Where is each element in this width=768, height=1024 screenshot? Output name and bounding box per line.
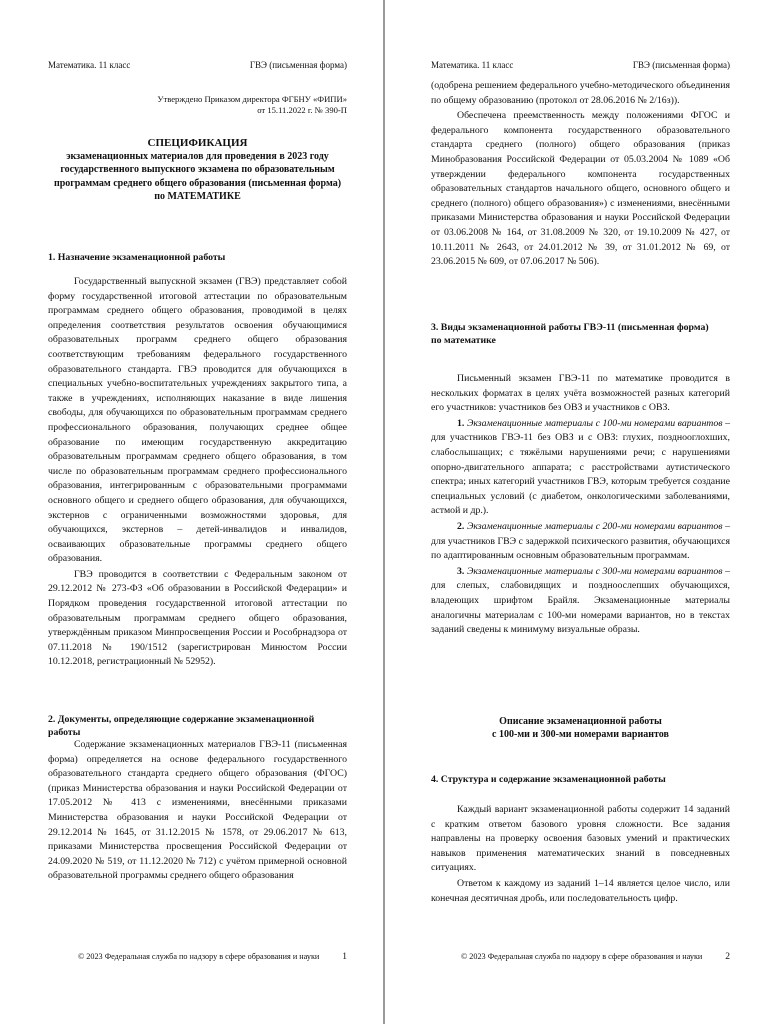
item-number: 1. [457, 417, 465, 429]
item-number: 3. [457, 565, 465, 577]
title-line: по МАТЕМАТИКЕ [154, 190, 241, 202]
section-heading: 1. Назначение экзаменационной работы [48, 252, 226, 263]
paragraph: Государственный выпускной экзамен (ГВЭ) представляет собой форму государственной итоговой аттестации по образовательным программам среднего общего образования, проводимой в целях определения соответствия результатов освоения обучающимися образовательных программ среднего общего образования соответствующим требованиям федерального государственного образовательного стандарта. ГВЭ проводится для обучающихся в специальных учебно-воспитательных учреждениях закрытого типа, а также в учреждениях, исполняющих наказание в виде лишения свободы, для обучающихся по образовательным программам среднего профессионального образования, получающих среднее общее образование по имеющим государственную аккредитацию образовательным программам среднего общего образования, в том числе по образовательным программам среднего профессионального образования, интегрированным с образовательными программами основного общего и среднего общего образования, для обучающихся, экстернов с ограниченными возможностями здоровья, для обучающихся, экстернов – детей-инвалидов и инвалидов, осваивающих образовательные программы среднего общего образования. [48, 276, 347, 565]
section-heading: 2. Документы, определяющие содержание экзаменационной работы [48, 714, 315, 738]
section-body [48, 738, 347, 884]
approval-line: от 15.11.2022 г. № 390-П [257, 105, 347, 115]
footer-copyright: © 2023 Федеральная служба по надзору в сфере образования и науки [78, 952, 320, 961]
heading-line: Описание экзаменационной работы [499, 716, 662, 727]
running-header [431, 60, 730, 70]
header-exam-form: ГВЭ (письменная форма) [249, 60, 347, 70]
page-number: 1 [342, 952, 347, 962]
paragraph: Каждый вариант экзаменационной работы содержит 14 заданий с кратким ответом базового уровня сложности. Все задания направлены на проверку освоения базовых умений и практических навыков применения математических знаний в повседневных ситуациях. [431, 804, 730, 874]
header-subject: Математика. 11 класс [431, 60, 514, 70]
section-heading [431, 322, 730, 347]
title-line: экзаменационных материалов для проведения в 2023 году [66, 151, 329, 163]
paragraph: Обеспечена преемственность между положениями ФГОС и федерального компонента государственного образовательного стандарта среднего (полного) общего образования (приказ Минобразования Российской Федерации от 05.03.2004 № 1089 «Об утверждении федерального компонента государственных образовательных стандартов начального общего, основного общего и среднего (полного) общего образования») с изменениями, внесёнными приказами Министерства образования и науки Российской Федерации от 03.06.2008 № 164, от 31.08.2009 № 320, от 19.10.2009 № 427, от 10.11.2011 № 2643, от 24.01.2012 № 39, от 31.01.2012 № 69, от 23.06.2015 № 609, от 07.06.2017 № 506). [431, 110, 730, 268]
title-line: государственного выпускного экзамена по образовательным [60, 164, 335, 176]
item-title: Экзаменационные материалы с 200-ми номерами вариантов [466, 520, 723, 532]
item-number: 2. [457, 520, 465, 532]
paragraph: Письменный экзамен ГВЭ-11 по математике проводится в нескольких форматах в целях учёта возможностей разных категорий его участников: участников без ОВЗ и участников с ОВЗ. [431, 373, 730, 414]
exam-type-item [431, 565, 730, 638]
page-number: 2 [725, 952, 730, 962]
title-line: СПЕЦИФИКАЦИЯ [147, 137, 248, 149]
heading-line: 3. Виды экзаменационной работы ГВЭ-11 (письменная форма) [431, 322, 709, 333]
item-text: – для участников ГВЭ с задержкой психического развития, обучающихся по адаптированным основным образовательным программам. [431, 520, 731, 562]
section-body [48, 275, 347, 670]
heading-line: по математике [431, 334, 496, 346]
item-title: Экзаменационные материалы с 300-ми номерами вариантов [466, 565, 723, 577]
header-subject: Математика. 11 класс [48, 60, 131, 70]
document-title [48, 137, 347, 203]
description-heading [431, 715, 730, 741]
paragraph: (одобрена решением федерального учебно-методического объединения по общему образованию (протокол от 28.06.2016 № 2/16з)). [431, 80, 730, 106]
document-page-1 [0, 0, 383, 1024]
exam-type-item [431, 520, 730, 564]
item-title: Экзаменационные материалы с 100-ми номерами вариантов [466, 417, 723, 429]
exam-type-item [431, 417, 730, 519]
approval-line: Утверждено Приказом директора ФГБНУ «ФИПИ» [157, 94, 347, 104]
section-body [431, 79, 730, 270]
header-exam-form: ГВЭ (письменная форма) [632, 60, 730, 70]
heading-line: с 100-ми и 300-ми номерами вариантов [492, 729, 669, 741]
section-body [431, 372, 730, 638]
document-page-2 [385, 0, 768, 1024]
approval-note [117, 94, 347, 116]
paragraph: Содержание экзаменационных материалов ГВЭ-11 (письменная форма) определяется на основе федерального государственного образовательного стандарта среднего общего образования (ФГОС) (приказ Министерства образования и науки Российской Федерации от 17.05.2012 № 413 с изменениями, внесёнными приказами Министерства образования и науки Российской Федерации от 29.12.2014 № 1645, от 31.12.2015 № 1578, от 29.06.2017 № 613, приказами Министерства просвещения Российской Федерации от 24.09.2020 № 519, от 11.12.2020 № 712) с учётом примерной основной образовательной программы среднего общего образования [48, 739, 347, 882]
title-line: программам среднего общего образования (письменная форма) [53, 177, 342, 189]
section-heading: 4. Структура и содержание экзаменационной работы [431, 774, 666, 785]
section-body [431, 803, 730, 906]
footer-copyright: © 2023 Федеральная служба по надзору в сфере образования и науки [461, 952, 703, 961]
item-text: – для участников ГВЭ-11 без ОВЗ и с ОВЗ: глухих, позднооглохших, слабослышащих; с тяжёлыми нарушениями речи; с нарушениями опорно-двигательного аппарата; с расстройствами аутистического спектра; иных категорий участников ГВЭ, которым требуется создание специальных условий (с диабетом, онкологическими заболеваниями, астмой и др.). [431, 417, 731, 517]
running-header [48, 60, 347, 70]
paragraph: Ответом к каждому из заданий 1–14 является целое число, или конечная десятичная дробь, или последовательность цифр. [431, 877, 730, 904]
paragraph: ГВЭ проводится в соответствии с Федеральным законом от 29.12.2012 № 273-ФЗ «Об образовании в Российской Федерации» и Порядком проведения государственной итоговой аттестации по образовательным программам среднего общего образования, утверждённым приказом Минпросвещения России и Рособрнадзора от 07.11.2018 № 190/1512 (зарегистрирован Минюстом России 10.12.2018, регистрационный № 52952). [48, 568, 347, 668]
item-text: – для слепых, слабовидящих и поздноослепших обучающихся, владеющих шрифтом Брайля. Экзаменационные материалы аналогичны материалам с 100-ми номерами вариантов, но в текстах заданий сведены к минимуму визуальные образы. [431, 565, 731, 636]
